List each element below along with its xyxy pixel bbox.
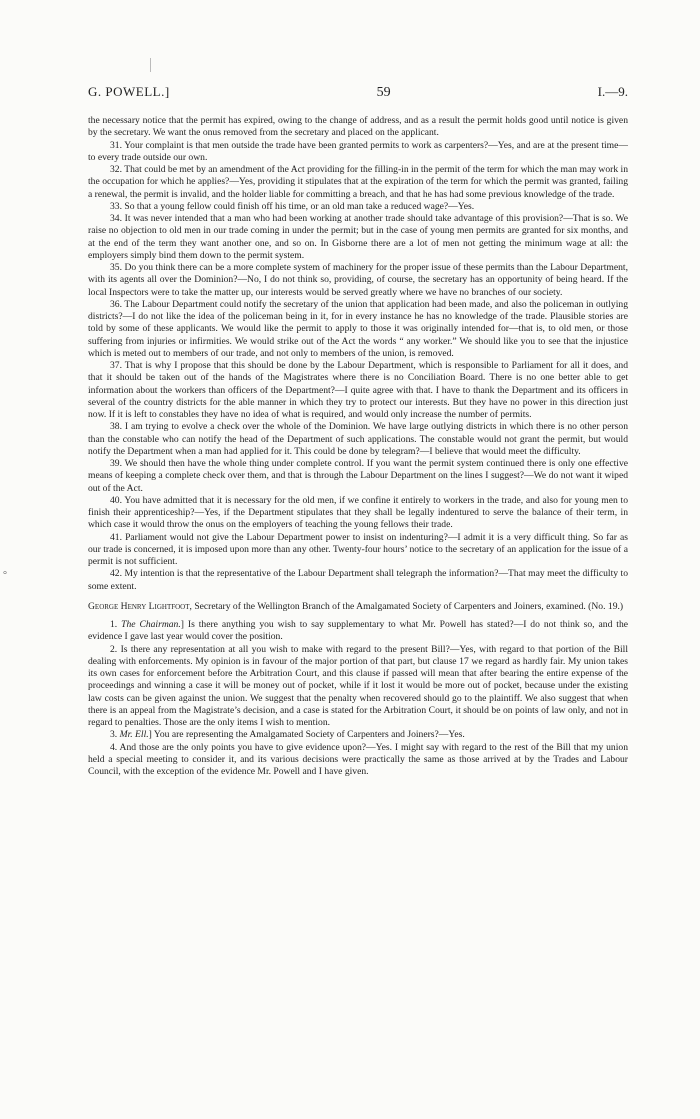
margin-dot: °	[3, 570, 7, 581]
paragraph: 41. Parliament would not give the Labour Department power to insist on indenturing?—I admit it is a very difficult thing. So far as our trade is concerned, it is imposed upon more than any other. Twenty-four hours’ notice to the secretary of an application for the issue of a permit is not sufficient.	[88, 531, 628, 567]
paragraph-text: ] Is there anything you wish to say supplementary to what Mr. Powell has stated?—I do not think so, and the evidence I gave last year would cover the position.	[88, 619, 629, 643]
page-header	[88, 84, 628, 101]
witness-name: George Henry Lightfoot	[88, 600, 190, 612]
paragraph	[88, 729, 628, 741]
margin-rule	[150, 58, 151, 72]
document-body	[88, 115, 628, 778]
paragraph: 36. The Labour Department could notify the secretary of the union that application had been made, and also the policeman in outlying districts?—I do not like the idea of the policeman being in it, for in every instance he has no knowledge of the trade. Plausible stories are told by some of these applicants. We would like the permit to apply to those it was originally intended for—that is, to old men, or those suffering from injuries or infirmities. We would strike out of the Act the words “ any worker.” We should like you to see that the injustice which is meted out to members of our trade, and not only to members of the union, is removed.	[88, 298, 628, 359]
question-number: 1.	[110, 619, 122, 630]
paragraph: 42. My intention is that the representative of the Labour Department shall telegraph the information?—That may meet the difficulty to some extent.	[88, 568, 628, 592]
speaker: Mr. Ell.	[119, 729, 149, 741]
paragraph	[88, 619, 628, 644]
document-reference: I.—9.	[597, 84, 628, 99]
speaker: The Chairman.	[121, 619, 181, 630]
paragraph: 4. And those are the only points you have to give evidence upon?—Yes. I might say with regard to the rest of the Bill that my union held a special meeting to consider it, and its various decisions were practically the same as those arrived at by the Trades and Labour Council, with the exception of the evidence Mr. Powell and I have given.	[88, 741, 628, 777]
question-number: 3.	[110, 729, 120, 741]
witness-description: , Secretary of the Wellington Branch of the Amalgamated Society of Carpenters and Joiners, examined. (No. 19.)	[189, 600, 624, 612]
paragraph: 39. We should then have the whole thing under complete control. If you want the permit system continued there is only one effective means of keeping a complete check over them, and that is through the Labour Department on the lines I suggest?—We do not want it wiped out of the Act.	[88, 458, 628, 494]
page-number: 59	[376, 85, 391, 100]
witness-heading	[88, 601, 628, 613]
paragraph: the necessary notice that the permit has expired, owing to the change of address, and as a result the permit holds good until notice is given by the secretary. We want the onus removed from the secretary and placed on the applicant.	[88, 115, 628, 139]
paragraph: 40. You have admitted that it is necessary for the old men, if we confine it entirely to workers in the trade, and also for young men to finish their apprenticeship?—Yes, if the Department stipulates that they shall be legally indentured to serve the balance of their term, in which case it would throw the onus on the employers of teaching the young fellows their trade.	[88, 494, 628, 531]
paragraph: 38. I am trying to evolve a check over the whole of the Dominion. We have large outlying districts in which there is no other person than the constable who can notify the head of the Department of such applications. The constable would not grant the permit, but would notify the Department when a man had applied for it. This could be done by telegram?—I believe that would meet the difficulty.	[88, 421, 628, 457]
paragraph: 31. Your complaint is that men outside the trade have been granted permits to work as carpenters?—Yes, and are at the present time—to every trade outside our own.	[88, 139, 628, 163]
paragraph: 33. So that a young fellow could finish off his time, or an old man take a reduced wage?—Yes.	[110, 200, 475, 212]
paragraph: 2. Is there any representation at all you wish to make with regard to the present Bill?—Yes, with regard to that portion of the Bill dealing with enforcements. My opinion is in favour of the major portion of that part, but clause 17 we regard as hardly fair. My union takes its own cases for enforcement before the Arbitration Court, and this clause if passed will mean that after bearing the entire expense of the proceedings and winning a case it will be money out of pocket, while if it lost it would be more out of pocket, because under the existing law costs can be given against the union. We suggest that the penalty when recovered should go to the plaintiff. We also suggest that when there is an appeal from the Magistrate’s decision, and a case is stated for the Arbitration Court, it should be on points of law only, and not in regard to penalties. Those are the only items I wish to mention.	[88, 643, 628, 728]
paragraph-text: ] You are representing the Amalgamated Society of Carpenters and Joiners?—Yes.	[148, 729, 465, 741]
header-witness: G. POWELL.]	[88, 84, 170, 99]
paragraph: 37. That is why I propose that this should be done by the Labour Department, which is responsible to Parliament for all it does, and that it should be taken out of the hands of the Magistrates where there is no Conciliation Board. There is no one better able to get information about the workers than officers of the Department?—I quite agree with that. I have to thank the Department and its officers in several of the country districts for the able manner in which they try to protect our interests. But they have no power in this direction just now. If it is left to constables they have no idea of what is required, and would only increase the number of permits.	[88, 360, 628, 420]
paragraph: 32. That could be met by an amendment of the Act providing for the filling-in in the permit of the term for which the man may work in the occupation for which he applies?—Yes, providing it stipulates that at the expiration of the term for which the permit was granted, failing a renewal, the permit is invalid, and the holder liable for committing a breach, and that he has had some previous knowledge of the trade.	[88, 164, 628, 200]
paragraph: 35. Do you think there can be a more complete system of machinery for the proper issue of these permits than the Labour Department, with its agents all over the Dominion?—No, I do not think so, providing, of course, the secretary has an opportunity of being heard. If the local Inspectors were to take the matter up, our interests would be served greatly where we have no branches of our society.	[88, 262, 628, 298]
paragraph: 34. It was never intended that a man who had been working at another trade should take advantage of this provision?—That is so. We raise no objection to old men in our trade coming in under the permit; but in the case of young men permits are granted for six months, and at the end of the term they want another one, and so on. In Gisborne there are a lot of men not getting the minimum wage at all: the employers simply bind them down to the permit system.	[88, 213, 628, 261]
